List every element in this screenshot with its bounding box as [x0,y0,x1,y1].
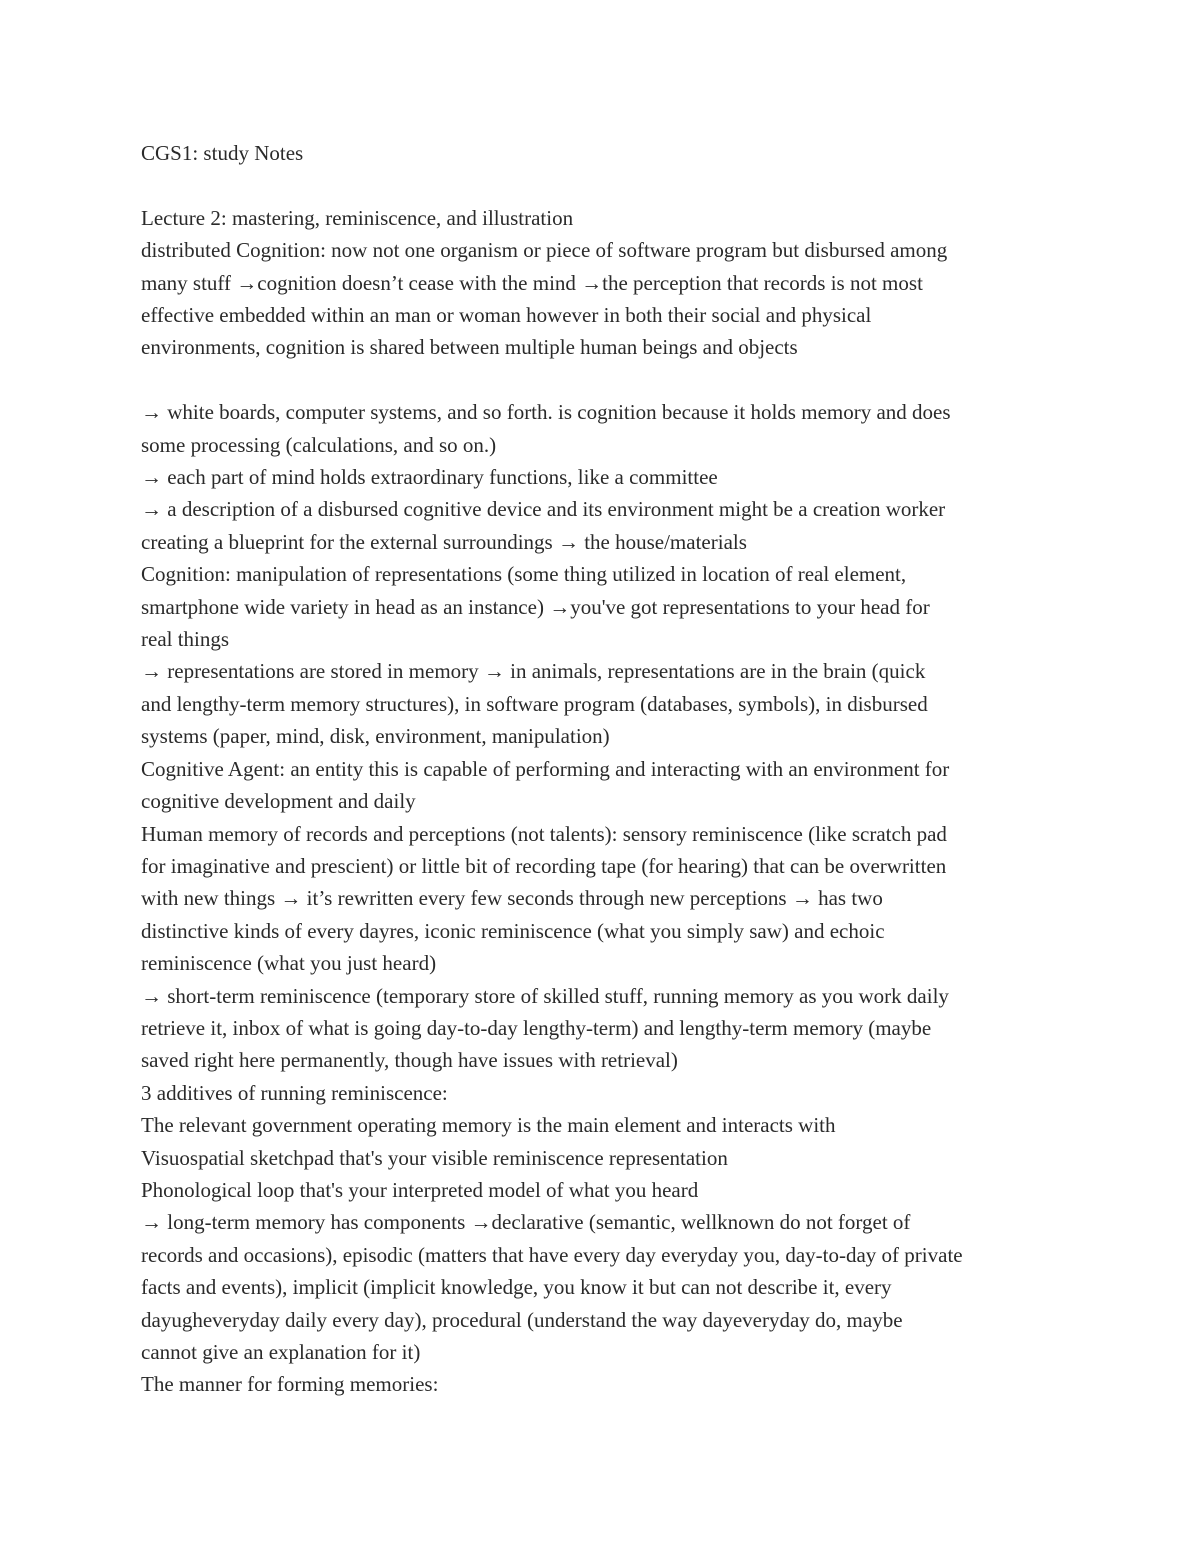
text-line: Cognitive Agent: an entity this is capable of performing and interacting with an environment for [141,756,950,781]
notes-lines [141,169,1081,1400]
text-line: cannot give an explanation for it) [141,1340,421,1364]
text-line: facts and events), implicit (implicit knowledge, you know it but can not describe it, every [141,1275,892,1300]
text-line: The relevant government operating memory is the main element and interacts with [141,1113,836,1138]
text-line: 3 additives of running reminiscence: [141,1080,448,1105]
text-line: Cognition: manipulation of representations (some thing utilized in location of real element, [141,562,907,587]
text-line: smartphone wide variety in head as an instance) →you've got representations to your head for [141,594,930,619]
text-line: for imaginative and prescient) or little bit of recording tape (for hearing) that can be overwritten [141,853,947,878]
text-line: → representations are stored in memory → in animals, representations are in the brain (quick [141,659,926,684]
text-line: environments, cognition is shared between multiple human beings and objects [141,335,798,360]
text-line: cognitive development and daily [141,789,416,814]
blank-line [141,169,1081,201]
text-line: effective embedded within an man or woman however in both their social and physical [141,303,872,328]
text-line: → a description of a disbursed cognitive device and its environment might be a creation worker [141,497,946,522]
text-line: The manner for forming memories: [141,1372,439,1397]
text-line: Phonological loop that's your interpreted model of what you heard [141,1177,699,1202]
text-line: creating a blueprint for the external surroundings → the house/materials [141,529,747,554]
text-line: some processing (calculations, and so on.) [141,432,497,457]
blank-line [141,364,1081,396]
text-line: distinctive kinds of every dayres, iconic reminiscence (what you simply saw) and echoic [141,918,885,943]
text-line: → long-term memory has components →declarative (semantic, wellknown do not forget of [141,1210,911,1235]
text-line: with new things → it’s rewritten every few seconds through new perceptions → has two [141,886,883,911]
text-line: and lengthy-term memory structures), in software program (databases, symbols), in disbursed [141,691,928,716]
text-line: → white boards, computer systems, and so forth. is cognition because it holds memory and does [141,400,951,425]
text-line: Visuospatial sketchpad that's your visible reminiscence representation [141,1145,728,1170]
document-title: CGS1: study Notes [141,141,304,165]
document-body [141,137,1081,1401]
text-line: dayugheveryday daily every day), procedural (understand the way dayeveryday do, maybe [141,1307,903,1332]
text-line: real things [141,627,230,652]
text-line: → each part of mind holds extraordinary functions, like a committee [141,465,718,490]
text-line: distributed Cognition: now not one organism or piece of software program but disbursed among [141,238,948,263]
text-line: systems (paper, mind, disk, environment, manipulation) [141,724,610,749]
text-line: Human memory of records and perceptions (not talents): sensory reminiscence (like scratch pad [141,821,947,846]
text-line: Lecture 2: mastering, reminiscence, and illustration [141,205,574,230]
text-line: records and occasions), episodic (matters that have every day everyday you, day-to-day of private [141,1242,963,1267]
text-line: reminiscence (what you just heard) [141,951,437,976]
text-line: many stuff →cognition doesn’t cease with the mind →the perception that records is not most [141,270,923,295]
text-line: retrieve it, inbox of what is going day-to-day lengthy-term) and lengthy-term memory (maybe [141,1015,932,1040]
text-line: → short-term reminiscence (temporary store of skilled stuff, running memory as you work daily [141,983,949,1008]
text-line: saved right here permanently, though have issues with retrieval) [141,1048,678,1073]
